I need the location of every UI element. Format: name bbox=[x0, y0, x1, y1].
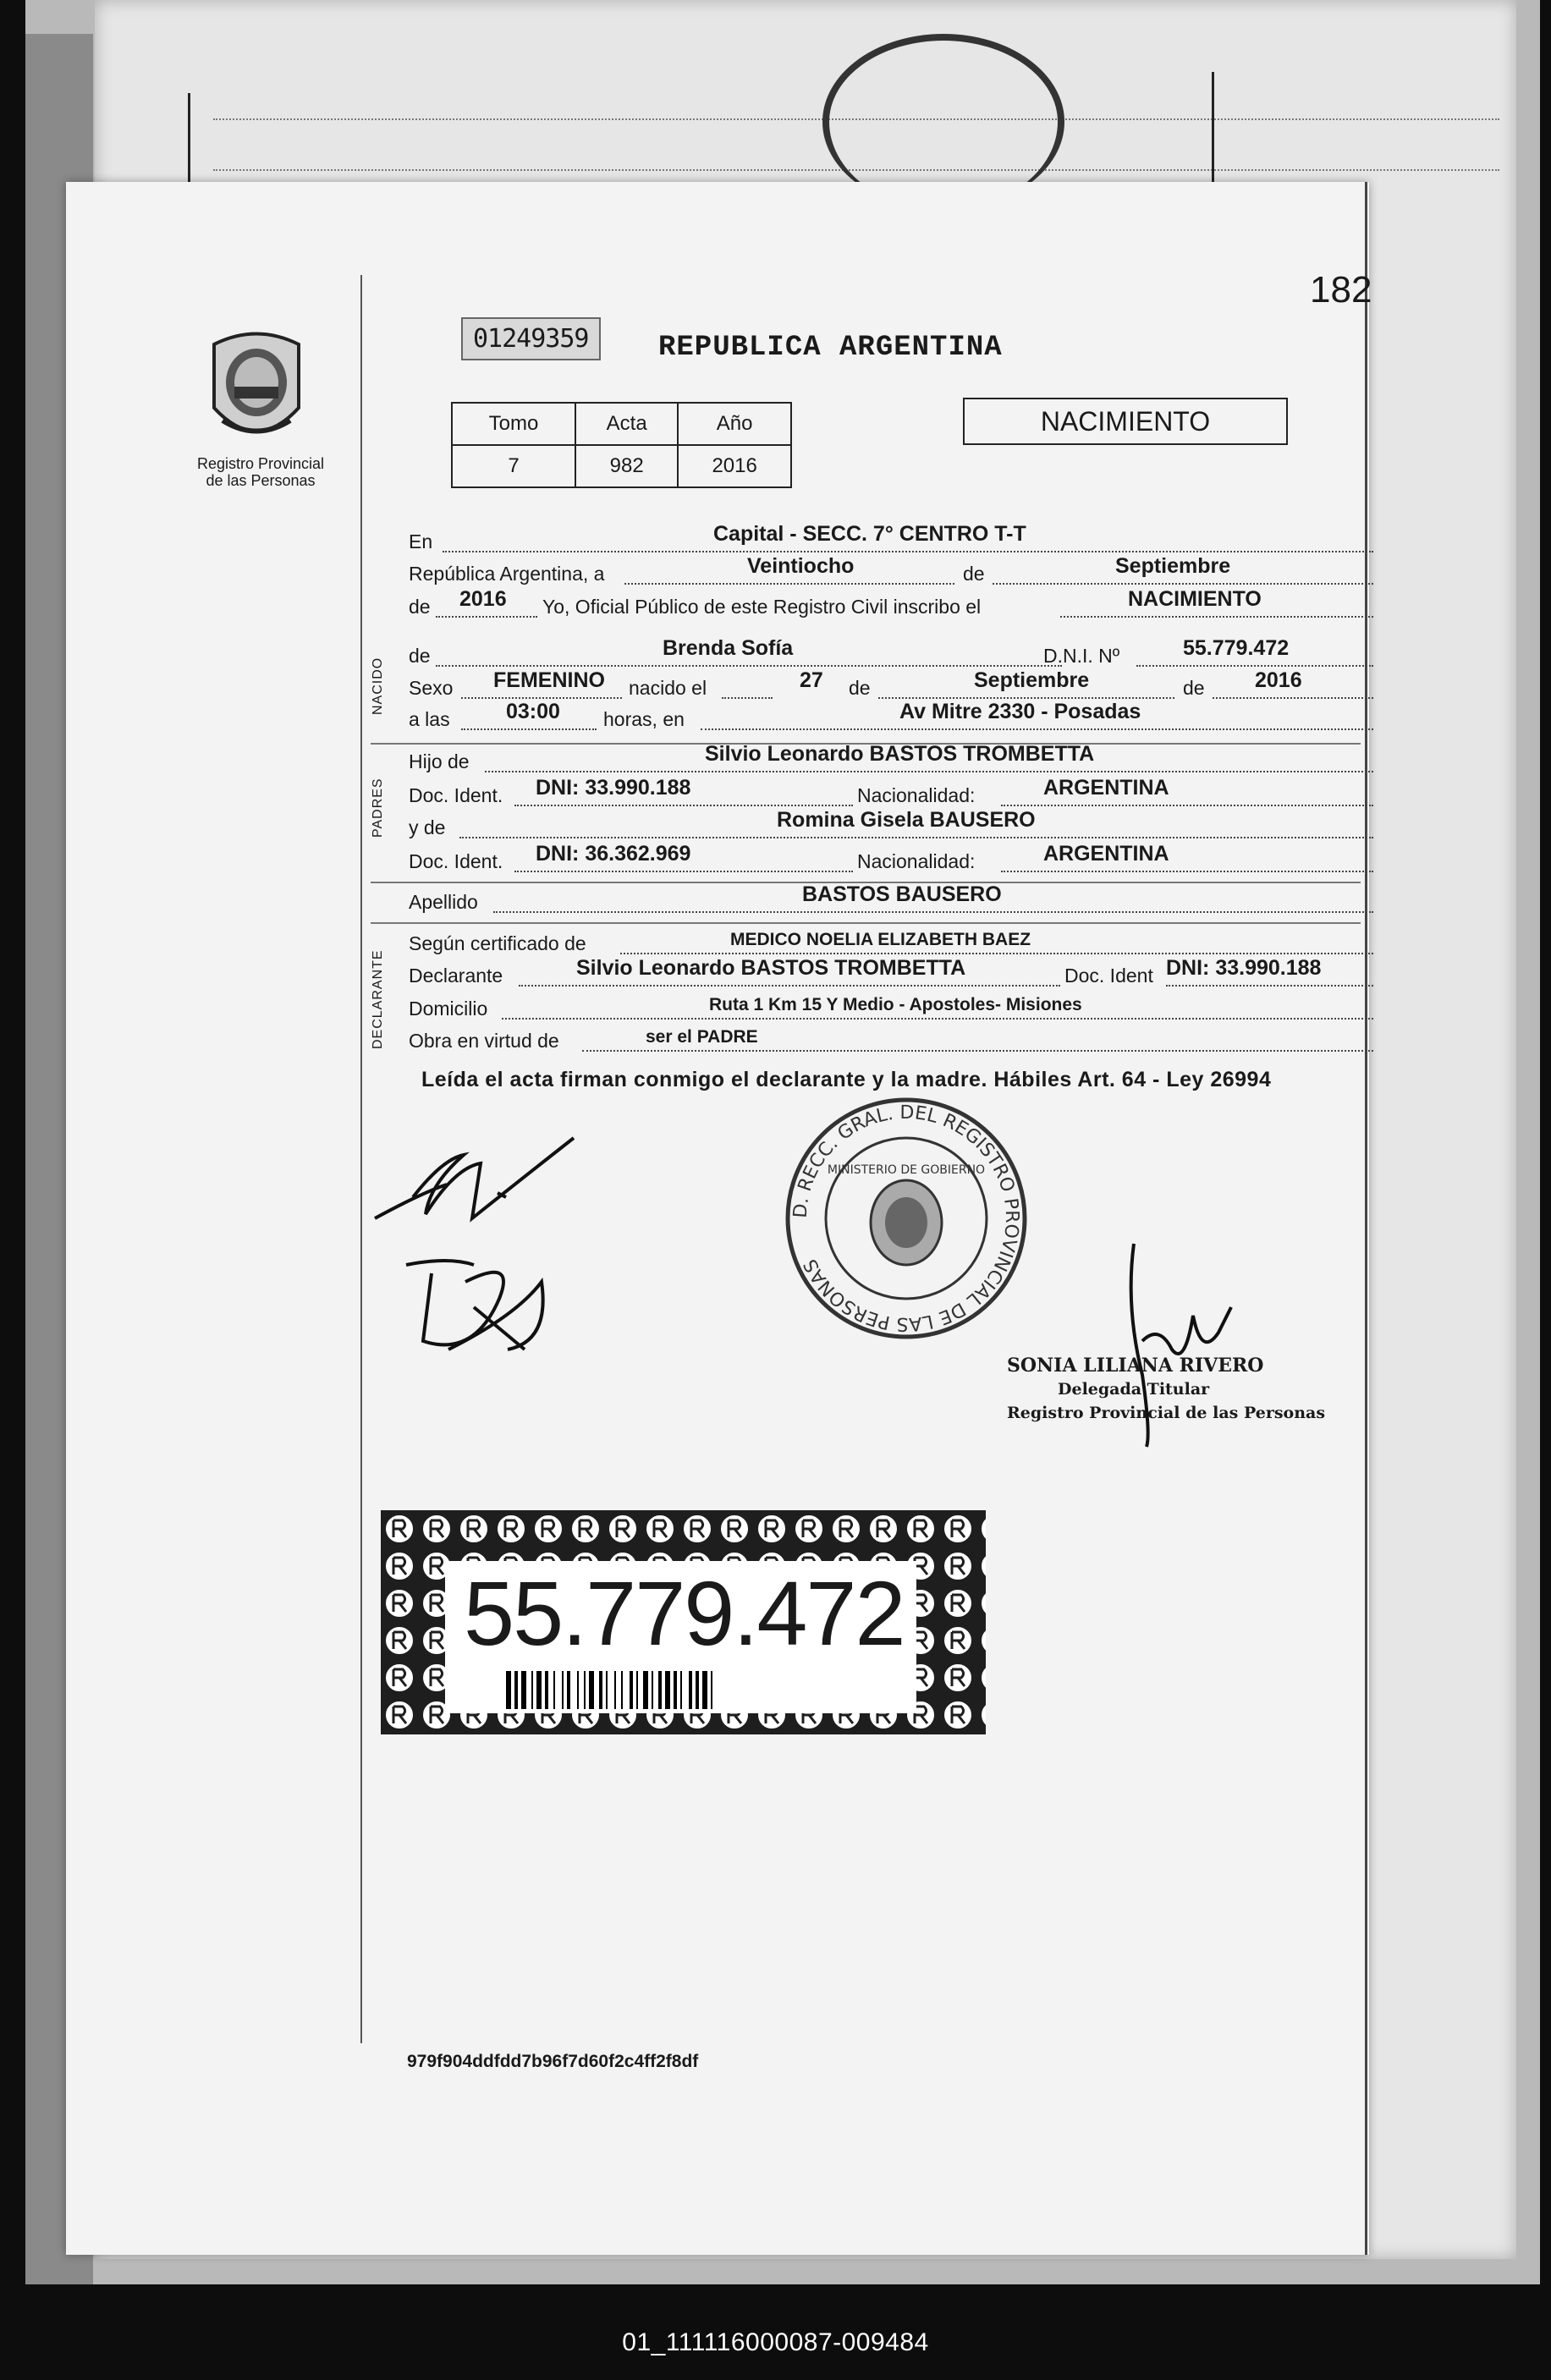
label-obra: Obra en virtud de bbox=[409, 1030, 559, 1052]
record-type-box: NACIMIENTO bbox=[963, 398, 1288, 445]
barcode-bar bbox=[658, 1671, 662, 1709]
label-de: de bbox=[963, 563, 985, 585]
acta-value: 982 bbox=[575, 445, 678, 487]
document-hash: 979f904ddfdd7b96f7d60f2c4ff2f8df bbox=[407, 2052, 699, 2071]
official-role: Delegada Titular bbox=[1058, 1380, 1210, 1399]
label-nacionalidad: Nacionalidad: bbox=[857, 850, 976, 872]
value-nac-dia: 27 bbox=[800, 668, 823, 692]
barcode-bar bbox=[545, 1671, 548, 1709]
dotted-line bbox=[1166, 985, 1373, 987]
value-certificado: MEDICO NOELIA ELIZABETH BAEZ bbox=[730, 930, 1031, 949]
label-en: En bbox=[409, 530, 433, 552]
barcode-bar bbox=[630, 1671, 633, 1709]
dotted-line bbox=[493, 911, 1373, 913]
form-row-obra bbox=[409, 1024, 1356, 1056]
sheet-right-edge bbox=[1365, 182, 1367, 2255]
official-stamp bbox=[1007, 1354, 1325, 1425]
form-row-certificado bbox=[409, 926, 1356, 959]
label-dni: D.N.I. Nº bbox=[1043, 645, 1120, 667]
label-de: de bbox=[409, 645, 431, 667]
barcode-bar bbox=[606, 1671, 608, 1709]
barcode-bar bbox=[577, 1671, 579, 1709]
dotted-line bbox=[502, 1018, 1373, 1020]
barcode-bar bbox=[562, 1671, 564, 1709]
label-horas-en: horas, en bbox=[603, 708, 685, 730]
record-table bbox=[451, 402, 792, 488]
value-padre-nac: ARGENTINA bbox=[1043, 776, 1169, 800]
value-mes: Septiembre bbox=[1115, 554, 1231, 578]
dotted-line bbox=[878, 697, 1174, 699]
value-inscripcion: NACIMIENTO bbox=[1128, 587, 1262, 611]
value-hora: 03:00 bbox=[506, 700, 560, 723]
form-row-y-de bbox=[409, 808, 1356, 843]
dotted-line bbox=[436, 616, 537, 618]
form-row-hora bbox=[409, 702, 1356, 734]
value-nac-mes: Septiembre bbox=[974, 668, 1090, 692]
legal-text: Leída el acta firman conmigo el declarante y la madre. Hábiles Art. 64 - Ley 26994 bbox=[421, 1068, 1272, 1091]
seal-outer-text: D. RECC. GRAL. DEL REGISTRO PROVINCIAL DE LAS PERSONAS bbox=[789, 1102, 1023, 1335]
value-lugar-nac: Av Mitre 2330 - Posadas bbox=[899, 700, 1141, 723]
tomo-value: 7 bbox=[452, 445, 575, 487]
barcode-bar bbox=[531, 1671, 533, 1709]
label-sexo: Sexo bbox=[409, 677, 454, 699]
label-de: de bbox=[849, 677, 871, 699]
barcode-bar bbox=[614, 1671, 616, 1709]
official-name: SONIA LILIANA RIVERO bbox=[1007, 1355, 1264, 1377]
signature-madre bbox=[398, 1248, 567, 1366]
dotted-line bbox=[1001, 805, 1373, 806]
dotted-line bbox=[485, 771, 1373, 772]
form-row-inscripcion bbox=[409, 587, 1356, 622]
barcode-bar bbox=[506, 1671, 511, 1709]
value-anio: 2016 bbox=[459, 587, 507, 611]
dotted-line bbox=[624, 583, 954, 585]
dotted-line bbox=[1060, 616, 1373, 618]
dotted-line bbox=[701, 728, 1373, 730]
dotted-line bbox=[1136, 665, 1373, 667]
dotted-line bbox=[582, 1050, 1373, 1052]
registry-label bbox=[172, 455, 349, 489]
back-margin-line bbox=[188, 93, 190, 195]
label-hijo-de: Hijo de bbox=[409, 750, 470, 772]
seal-inner-text: MINISTERIO DE GOBIERNO bbox=[827, 1163, 986, 1177]
form-row-madre-doc bbox=[409, 844, 1356, 877]
section-label-padres: PADRES bbox=[371, 778, 385, 838]
barcode-bar bbox=[621, 1671, 623, 1709]
official-office: Registro Provincial de las Personas bbox=[1007, 1404, 1326, 1422]
label-republica: República Argentina, a bbox=[409, 563, 605, 585]
barcode-bars bbox=[506, 1671, 870, 1709]
value-dia-letras: Veintiocho bbox=[747, 554, 855, 578]
barcode-bar bbox=[521, 1671, 526, 1709]
form-row-apellido bbox=[409, 882, 1356, 917]
section-divider bbox=[371, 922, 1361, 924]
left-margin-line bbox=[360, 275, 362, 2043]
coat-of-arms-icon bbox=[206, 327, 307, 450]
form-row-hijo-de bbox=[409, 742, 1356, 777]
barcode-bar bbox=[536, 1671, 542, 1709]
barcode-bar bbox=[702, 1671, 707, 1709]
section-label-nacido: NACIDO bbox=[371, 657, 385, 715]
form-row-declarante bbox=[409, 956, 1356, 991]
label-doc-ident: Doc. Ident bbox=[1064, 965, 1153, 987]
dotted-line bbox=[459, 837, 1373, 838]
anio-header: Año bbox=[678, 403, 791, 445]
registry-label-line: de las Personas bbox=[206, 472, 316, 489]
value-nombre: Brenda Sofía bbox=[663, 636, 794, 660]
registry-label-line: Registro Provincial bbox=[196, 455, 325, 472]
serial-number: 01249359 bbox=[461, 317, 601, 360]
dotted-line bbox=[993, 583, 1373, 585]
form-row-fecha bbox=[409, 554, 1356, 589]
form-row-nombre bbox=[409, 636, 1356, 671]
barcode-bar bbox=[584, 1671, 586, 1709]
barcode-bar bbox=[711, 1671, 712, 1709]
form-row-en bbox=[409, 522, 1356, 557]
barcode-bar bbox=[643, 1671, 648, 1709]
dotted-line bbox=[722, 697, 773, 699]
barcode-bar bbox=[696, 1671, 699, 1709]
barcode-bar bbox=[589, 1671, 594, 1709]
value-madre-doc: DNI: 36.362.969 bbox=[536, 842, 691, 866]
acta-header: Acta bbox=[575, 403, 678, 445]
label-apellido: Apellido bbox=[409, 891, 478, 913]
value-domicilio: Ruta 1 Km 15 Y Medio - Apostoles- Misiones bbox=[709, 995, 1082, 1014]
form-row-sexo bbox=[409, 668, 1356, 703]
value-declarante: Silvio Leonardo BASTOS TROMBETTA bbox=[576, 956, 966, 980]
signature-declarante bbox=[371, 1134, 599, 1235]
barcode-number: 55.779.472 bbox=[464, 1562, 905, 1664]
birth-certificate-sheet bbox=[66, 182, 1369, 2255]
label-y-de: y de bbox=[409, 816, 446, 838]
value-nac-anio: 2016 bbox=[1255, 668, 1302, 692]
official-seal bbox=[784, 1096, 1029, 1341]
dotted-line bbox=[514, 871, 853, 872]
value-sexo: FEMENINO bbox=[493, 668, 605, 692]
barcode-bar bbox=[553, 1671, 555, 1709]
page-title: REPUBLICA ARGENTINA bbox=[658, 332, 1003, 364]
form-row-domicilio bbox=[409, 992, 1356, 1024]
label-domicilio: Domicilio bbox=[409, 998, 488, 1020]
label-yo-oficial: Yo, Oficial Público de este Registro Civil inscribo el bbox=[542, 596, 982, 618]
label-segun-certificado: Según certificado de bbox=[409, 932, 586, 954]
value-declarante-doc: DNI: 33.990.188 bbox=[1166, 956, 1322, 980]
label-a-las: a las bbox=[409, 708, 450, 730]
barcode-bar bbox=[689, 1671, 692, 1709]
dotted-line bbox=[620, 953, 1373, 954]
section-label-declarante: DECLARANTE bbox=[371, 949, 385, 1049]
dotted-line bbox=[1001, 871, 1373, 872]
barcode-bar bbox=[567, 1671, 570, 1709]
barcode-bar bbox=[652, 1671, 653, 1709]
dotted-line bbox=[461, 728, 597, 730]
label-doc-ident: Doc. Ident. bbox=[409, 850, 503, 872]
dotted-line bbox=[443, 551, 1373, 552]
form-row-padre-doc bbox=[409, 778, 1356, 811]
barcode-bar bbox=[514, 1671, 518, 1709]
dotted-line bbox=[1213, 697, 1373, 699]
page-number: 182 bbox=[1310, 269, 1372, 311]
label-de: de bbox=[1183, 677, 1205, 699]
dotted-line bbox=[461, 697, 622, 699]
dotted-line bbox=[519, 985, 1060, 987]
value-madre-nac: ARGENTINA bbox=[1043, 842, 1169, 866]
label-nacido-el: nacido el bbox=[629, 677, 707, 699]
label-nacionalidad: Nacionalidad: bbox=[857, 784, 976, 806]
barcode-bar bbox=[674, 1671, 677, 1709]
tomo-header: Tomo bbox=[452, 403, 575, 445]
document-id-footer: 01_111116000087-009484 bbox=[622, 2328, 929, 2356]
back-margin-line bbox=[1212, 72, 1214, 190]
dotted-line bbox=[514, 805, 853, 806]
barcode-bar bbox=[599, 1671, 602, 1709]
label-declarante: Declarante bbox=[409, 965, 503, 987]
barcode-bar bbox=[680, 1671, 682, 1709]
value-obra: ser el PADRE bbox=[646, 1027, 758, 1047]
anio-value: 2016 bbox=[678, 445, 791, 487]
barcode-bar bbox=[665, 1671, 670, 1709]
value-madre: Romina Gisela BAUSERO bbox=[777, 808, 1036, 832]
value-apellido: BASTOS BAUSERO bbox=[802, 882, 1002, 906]
label-de: de bbox=[409, 596, 431, 618]
barcode-bar bbox=[636, 1671, 638, 1709]
label-doc-ident: Doc. Ident. bbox=[409, 784, 503, 806]
value-padre-doc: DNI: 33.990.188 bbox=[536, 776, 691, 800]
value-lugar: Capital - SECC. 7° CENTRO T-T bbox=[713, 522, 1026, 546]
value-dni: 55.779.472 bbox=[1183, 636, 1290, 660]
value-padre: Silvio Leonardo BASTOS TROMBETTA bbox=[705, 742, 1095, 766]
dotted-line bbox=[436, 665, 1062, 667]
